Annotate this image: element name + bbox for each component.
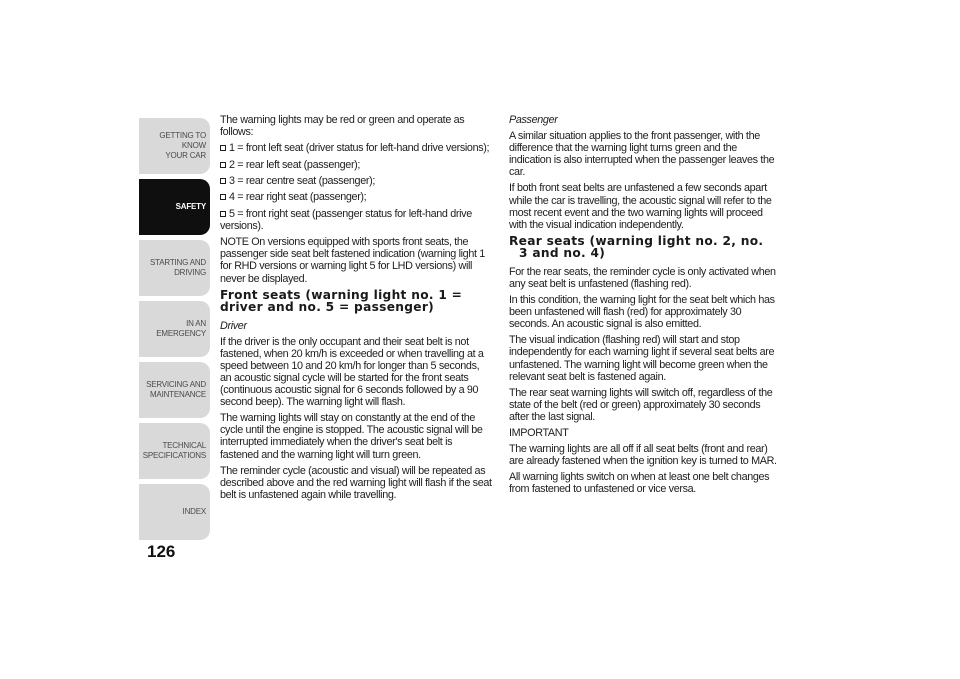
checkbox-square-icon: [220, 211, 226, 217]
tab-label: INDEX: [182, 507, 206, 516]
checkbox-square-icon: [220, 194, 226, 200]
heading-line: Front seats (warning light no. 1 =: [220, 287, 463, 302]
body-paragraph: If the driver is the only occupant and their seat belt is not fastened, when 20 km/h is exceeded or when travelling at a speed between 10 and 20 km/h for longer than 5 seconds, an acoustic signal cycle will be started for the front seats (continuous acoustic signal for 6 seconds followed by a 90 second beep). The warning light will flash.: [220, 335, 484, 409]
list-item-text: 1 = front left seat (driver status for left-hand drive versions);: [229, 142, 490, 155]
note-text: NOTE On versions equipped with sports front seats, the passenger side seat belt fastened indication (warning light 1 for RHD versions or warning light 5 for LHD versions) will never be displayed.: [220, 236, 485, 285]
subheading-passenger: Passenger: [509, 114, 558, 126]
tab-servicing-and-maintenance[interactable]: [139, 362, 210, 418]
tab-label: IN AN EMERGENCY: [156, 319, 206, 338]
list-item: [220, 191, 492, 203]
right-column: [509, 114, 781, 499]
heading-line: 3 and no. 4): [519, 246, 606, 261]
list-item-text: 2 = rear left seat (passenger);: [229, 158, 361, 171]
tab-index[interactable]: [139, 484, 210, 540]
body-paragraph: The warning lights will stay on constantly at the end of the cycle until the engine is stopped. The acoustic signal will be interrupted immediately when the driver's seat belt is fastened and the warning light will turn green.: [220, 412, 483, 461]
intro-text: The warning lights may be red or green and operate as follows:: [220, 114, 465, 139]
body-paragraph: The reminder cycle (acoustic and visual) will be repeated as described above and the red warning light will flash if the seat belt is unfastened again while travelling.: [220, 464, 492, 501]
tab-label: GETTING TO KNOW YOUR CAR: [159, 131, 206, 160]
tab-in-an-emergency[interactable]: [139, 301, 210, 357]
tab-label: SERVICING AND MAINTENANCE: [146, 380, 206, 399]
page-number: 126: [147, 542, 176, 561]
list-item: [220, 208, 492, 232]
body-paragraph: The visual indication (flashing red) will start and stop independently for each warning light if several seat belts are unfastened. The warning light will become green when the relevant seat belt is fastened again.: [509, 334, 775, 383]
body-paragraph: The rear seat warning lights will switch off, regardless of the state of the belt (red or green) approximately 30 seconds after the last signal.: [509, 386, 773, 423]
list-item-text: 5 = front right seat (passenger status for left-hand drive versions).: [220, 207, 472, 232]
tab-label: SAFETY: [175, 202, 206, 211]
body-paragraph: In this condition, the warning light for the seat belt which has been unfastened will flash (red) for approximately 30 seconds. An acoustic signal is also emitted.: [509, 294, 775, 331]
body-paragraph: If both front seat belts are unfastened a few seconds apart while the car is travelling, the acoustic signal will refer to the most recent event and the two warning lights will proceed with the visual indication independently.: [509, 182, 772, 231]
section-heading: [220, 289, 492, 314]
tab-technical-specifications[interactable]: [139, 423, 210, 479]
body-paragraph: A similar situation applies to the front passenger, with the difference that the warning light turns green and the indication is also interrupted when the passenger leaves the car.: [509, 130, 775, 179]
heading-line: Rear seats (warning light no. 2, no.: [509, 233, 764, 248]
tab-safety[interactable]: [139, 179, 210, 235]
body-paragraph: The warning lights are all off if all seat belts (front and rear) are already fastened when the ignition key is turned to MAR.: [509, 443, 777, 468]
body-paragraph: All warning lights switch on when at least one belt changes from fastened to unfastened or vice versa.: [509, 471, 770, 496]
heading-line: driver and no. 5 = passenger): [220, 300, 435, 315]
section-heading: [509, 235, 781, 260]
chapter-sidebar: [139, 118, 210, 545]
list-item: [220, 175, 492, 187]
left-column: [220, 114, 492, 505]
tab-label: STARTING AND DRIVING: [150, 258, 206, 277]
tab-getting-to-know-your-car[interactable]: [139, 118, 210, 174]
tab-starting-and-driving[interactable]: [139, 240, 210, 296]
list-item-text: 4 = rear right seat (passenger);: [229, 191, 367, 204]
tab-label: TECHNICAL SPECIFICATIONS: [142, 441, 206, 460]
subheading-driver: Driver: [220, 319, 247, 332]
checkbox-square-icon: [220, 178, 226, 184]
important-label: IMPORTANT: [509, 426, 569, 439]
list-item: [220, 159, 492, 171]
list-item-text: 3 = rear centre seat (passenger);: [229, 174, 375, 187]
checkbox-square-icon: [220, 162, 226, 168]
body-paragraph: For the rear seats, the reminder cycle is only activated when any seat belt is unfastened (flashing red).: [509, 265, 776, 290]
checkbox-square-icon: [220, 145, 226, 151]
list-item: [220, 142, 492, 154]
